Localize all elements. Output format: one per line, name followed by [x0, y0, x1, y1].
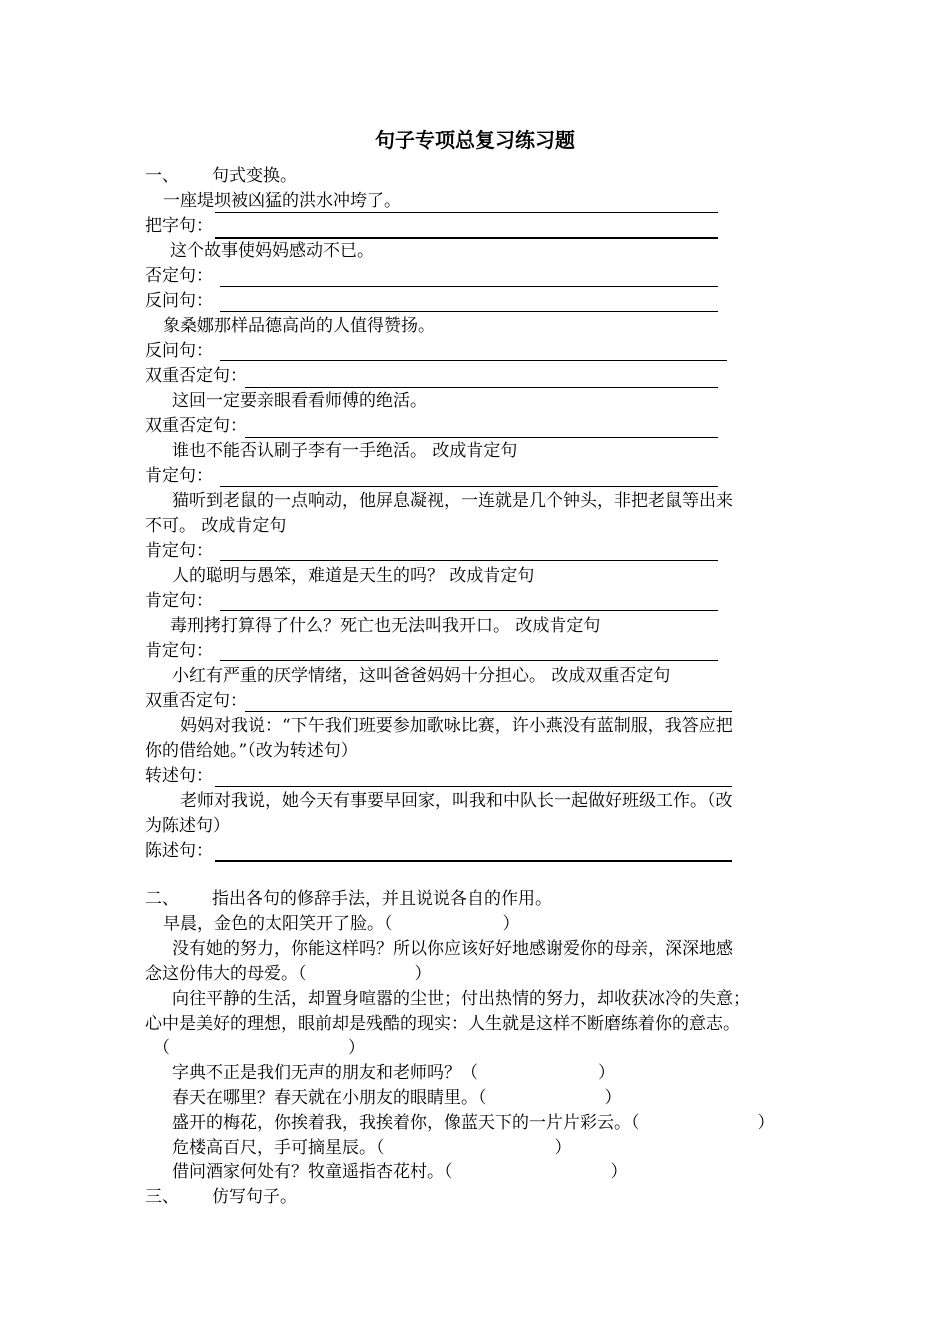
answer-line — [215, 786, 732, 787]
section3-heading: 仿写句子。 — [212, 1187, 297, 1207]
answer-line — [220, 660, 718, 661]
s2-item-4: 向往平静的生活，却置身喧嚣的尘世；付出热情的努力，却收获冰冷的失意； — [172, 989, 750, 1009]
s1-item-7: 反问句： — [145, 341, 213, 361]
s2-item-5: 心中是美好的理想，眼前却是残酷的现实：人生就是这样不断磨练着你的意志。 — [145, 1014, 740, 1034]
section1-number: 一、 — [145, 166, 179, 186]
answer-line — [245, 437, 718, 438]
s2-item-3: 念这份伟大的母爱。（ ） — [145, 964, 432, 984]
s1-item-26: 为陈述句） — [145, 816, 230, 836]
s1-item-2: 把字句： — [145, 216, 213, 236]
s1-item-16: 人的聪明与愚笨，难道是天生的吗？ 改成肯定句 — [172, 566, 535, 586]
s1-item-21: 双重否定句： — [145, 691, 247, 711]
answer-line — [215, 212, 718, 213]
answer-line — [220, 286, 718, 287]
s2-item-7: 春天在哪里？春天就在小朋友的眼睛里。（ ） — [172, 1088, 622, 1108]
s1-item-25: 老师对我说，她今天有事要早回家，叫我和中队长一起做好班级工作。（改 — [180, 791, 733, 811]
answer-line — [245, 711, 732, 712]
s1-item-27: 陈述句： — [145, 841, 213, 861]
s1-item-15: 肯定句： — [145, 541, 213, 561]
s1-item-8: 双重否定句： — [145, 366, 247, 386]
s1-item-6: 象桑娜那样品德高尚的人值得赞扬。 — [163, 316, 435, 336]
answer-line — [220, 486, 718, 487]
s1-item-12: 肯定句： — [145, 466, 213, 486]
s1-item-5: 反问句： — [145, 291, 213, 311]
answer-line — [220, 360, 727, 361]
s1-item-10: 双重否定句： — [145, 416, 247, 436]
s1-item-13: 猫听到老鼠的一点响动，他屏息凝视，一连就是几个钟头，非把老鼠等出来 — [172, 491, 733, 511]
answer-line — [220, 311, 718, 312]
answer-line — [245, 387, 718, 388]
s1-item-18: 毒刑拷打算得了什么？死亡也无法叫我开口。 改成肯定句 — [170, 616, 601, 636]
s2-item-5-answer: （ ） — [153, 1038, 365, 1058]
answer-line — [220, 560, 718, 561]
answer-line — [215, 237, 718, 239]
s2-item-1: 早晨，金色的太阳笑开了脸。（ ） — [163, 914, 520, 934]
s1-item-4: 否定句： — [145, 266, 213, 286]
s1-item-1: 一座堤坝被凶猛的洪水冲垮了。 — [163, 191, 401, 211]
answer-line — [220, 610, 718, 611]
s2-item-10: 借问酒家何处有？牧童遥指杏花村。（ ） — [172, 1162, 628, 1182]
s2-item-9: 危楼高百尺，手可摘星辰。（ ） — [172, 1138, 572, 1158]
section3-number: 三、 — [145, 1187, 179, 1207]
s2-item-2: 没有她的努力，你能这样吗？所以你应该好好地感谢爱你的母亲，深深地感 — [172, 939, 733, 959]
s2-item-6: 字典不正是我们无声的朋友和老师吗？（ ） — [172, 1063, 615, 1083]
s1-item-11: 谁也不能否认刷子李有一手绝活。 改成肯定句 — [172, 441, 518, 461]
s1-item-17: 肯定句： — [145, 591, 213, 611]
s1-item-22: 妈妈对我说：“下午我们班要参加歌咏比赛，许小燕没有蓝制服，我答应把 — [180, 716, 733, 736]
page-title: 句子专项总复习练习题 — [375, 128, 575, 152]
section1-heading: 句式变换。 — [212, 166, 297, 186]
s1-item-3: 这个故事使妈妈感动不已。 — [170, 241, 374, 261]
answer-line — [215, 860, 732, 862]
s1-item-9: 这回一定要亲眼看看师傅的绝活。 — [172, 391, 427, 411]
s1-item-20: 小红有严重的厌学情绪，这叫爸爸妈妈十分担心。 改成双重否定句 — [172, 666, 671, 686]
section2-number: 二、 — [145, 889, 179, 909]
s1-item-23: 你的借给她。”（改为转述句） — [145, 741, 358, 761]
s1-item-14: 不可。 改成肯定句 — [145, 516, 287, 536]
s1-item-19: 肯定句： — [145, 641, 213, 661]
s2-item-8: 盛开的梅花，你挨着我，我挨着你，像蓝天下的一片片彩云。（ ） — [172, 1113, 775, 1133]
s1-item-24: 转述句： — [145, 766, 213, 786]
section2-heading: 指出各句的修辞手法，并且说说各自的作用。 — [212, 889, 552, 909]
